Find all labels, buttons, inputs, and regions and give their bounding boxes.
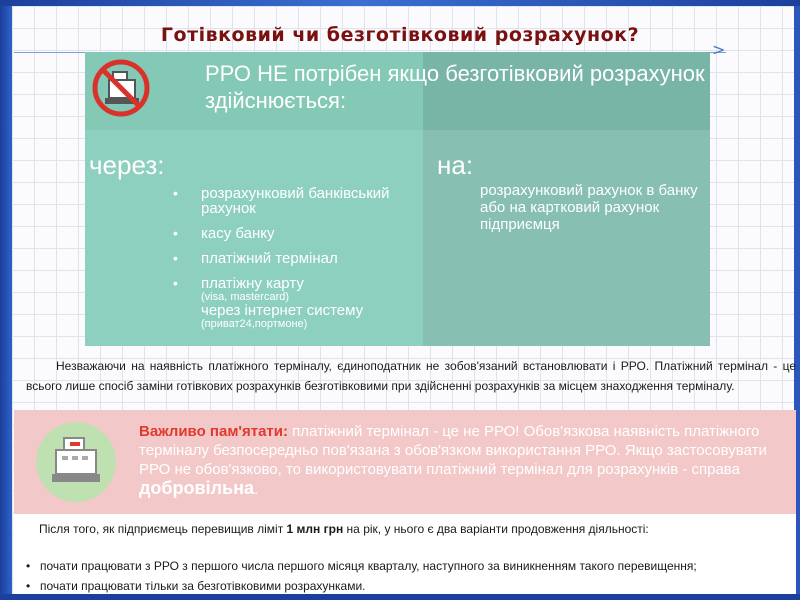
on-description: розрахунковий рахунок в банку або на картковий рахунок підприємця xyxy=(480,182,698,233)
important-note xyxy=(14,410,796,514)
slide-frame-top xyxy=(0,0,800,6)
slide-frame-left xyxy=(0,0,12,600)
bullet-icon: • xyxy=(173,225,178,241)
via-list xyxy=(171,186,401,340)
list-item: • почати працювати з РРО з першого числа першого місяця кварталу, наступного за виникненням такого перевищення; xyxy=(26,556,697,576)
via-label: через: xyxy=(89,150,165,180)
infographic-heading: РРО НЕ потрібен якщо безготівковий розрахунок здійснюється: xyxy=(205,61,705,113)
explanation-paragraph: Незважаючи на наявність платіжного терміналу, єдиноподатник не зобов'язаний встановлювати і РРО. Платіжний термінал - це всього лише спосіб заміни готівкових розрахунків безготівковими при здійсненні розрахунків за місцем знаходження терміналу. xyxy=(26,359,796,393)
cash-register-icon xyxy=(36,422,116,502)
note-emphasis: добровільна xyxy=(139,478,254,498)
list-item: • почати працювати тільки за безготівковими розрахунками. xyxy=(26,576,697,596)
arrow-icon: > xyxy=(712,40,726,59)
limit-section xyxy=(14,514,796,594)
bullet-icon: • xyxy=(26,559,31,573)
bullet-icon: • xyxy=(26,579,31,593)
rro-infographic xyxy=(85,52,710,346)
no-cash-register-icon xyxy=(91,58,151,118)
bullet-icon: • xyxy=(173,250,178,266)
note-lead: Важливо пам'ятати: xyxy=(139,423,288,440)
bullet-icon: • xyxy=(173,275,178,291)
list-item: • розрахунковий банківський рахунок xyxy=(173,185,390,217)
on-label: на: xyxy=(437,150,474,180)
slide-title: Готівковий чи безготівковий розрахунок? xyxy=(160,24,640,46)
list-item: • платіжну карту (visa, mastercard) через інтернет систему (приват24,портмоне) xyxy=(173,275,364,330)
limit-intro: Після того, як підприємець перевищив ліміт 1 млн грн на рік, у нього є два варіанти продовження діяльності: xyxy=(39,522,649,536)
list-item: • касу банку xyxy=(173,225,275,242)
bullet-icon: • xyxy=(173,185,178,201)
note-text: Важливо пам'ятати: платіжний термінал - це не РРО! Обов'язкова наявність платіжного терміналу безпосередньо пов'язана з обов'язком використання РРО. Якщо застосовувати РРО не обов'язково, то використовувати платіжний термінал для розрахунків - справа добровільна. xyxy=(139,423,767,498)
options-list xyxy=(26,556,697,596)
list-item: • платіжний термінал xyxy=(173,250,338,267)
